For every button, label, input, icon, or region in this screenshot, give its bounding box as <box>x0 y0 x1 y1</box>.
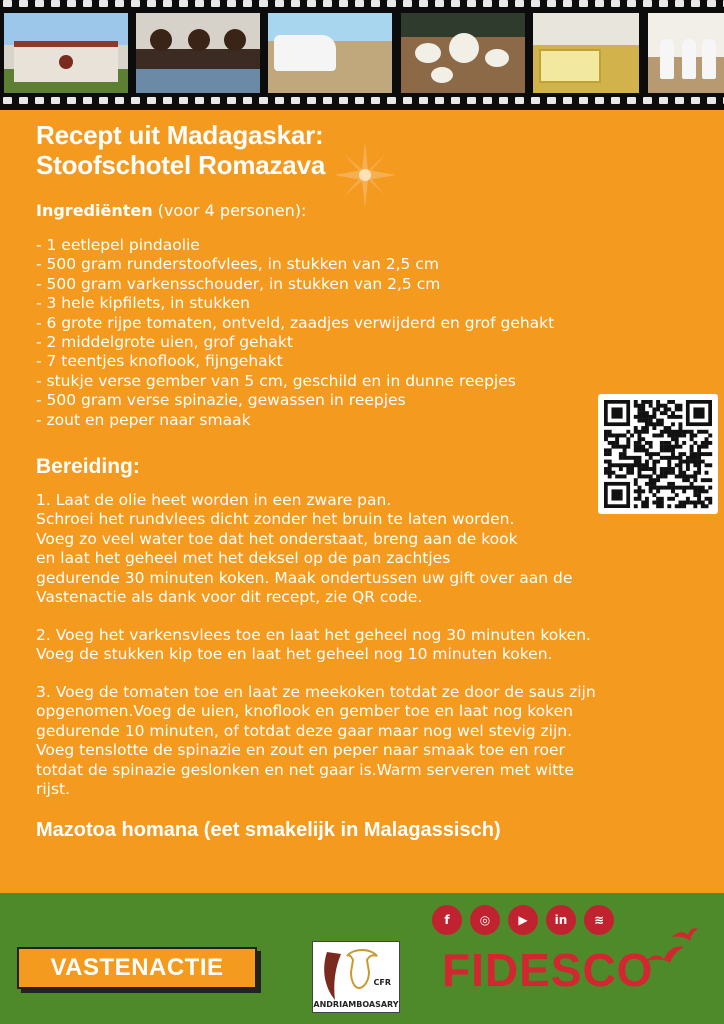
film-perforation <box>227 0 236 7</box>
recipe-title <box>36 120 325 180</box>
film-perforation <box>451 0 460 7</box>
film-perforation <box>51 97 60 104</box>
photo-workers <box>648 13 724 93</box>
ingredient-item: - 7 teentjes knoflook, fijngehakt <box>36 352 283 371</box>
film-perforation <box>531 0 540 7</box>
film-perforation <box>67 0 76 7</box>
film-perforation <box>595 97 604 104</box>
ingredients-heading <box>36 201 306 220</box>
recipe-title-line1: Recept uit Madagaskar: <box>36 120 324 150</box>
linkedin-icon[interactable]: in <box>546 905 576 935</box>
film-perforation <box>83 97 92 104</box>
youtube-icon[interactable]: ▶ <box>508 905 538 935</box>
film-perforation <box>35 97 44 104</box>
film-perforation <box>163 97 172 104</box>
ingredient-item: - 3 hele kipfilets, in stukken <box>36 294 250 313</box>
film-perforation <box>419 97 428 104</box>
film-perforation <box>35 0 44 7</box>
film-perforation <box>19 0 28 7</box>
social-links <box>432 905 614 935</box>
film-perforation <box>707 97 716 104</box>
film-perforation <box>211 97 220 104</box>
spotify-icon[interactable]: ≋ <box>584 905 614 935</box>
ingredient-item: - 2 middelgrote uien, grof gehakt <box>36 333 293 352</box>
footer-bar <box>0 893 724 1024</box>
ingredient-item: - 1 eetlepel pindaolie <box>36 236 200 254</box>
film-perforation <box>227 97 236 104</box>
film-perforation <box>627 0 636 7</box>
film-perforation <box>707 0 716 7</box>
film-perforation <box>323 0 332 7</box>
closing-phrase: Mazotoa homana (eet smakelijk in Malagassisch) <box>36 819 501 841</box>
recipe-title-line2: Stoofschotel Romazava <box>36 150 326 180</box>
ingredients-heading-note: (voor 4 personen): <box>152 201 307 220</box>
preparation-heading: Bereiding: <box>36 455 140 478</box>
instagram-icon[interactable]: ◎ <box>470 905 500 935</box>
film-perforation <box>339 0 348 7</box>
cfr-short-label: CFR <box>373 978 391 987</box>
fidesco-logo[interactable]: FIDESCO <box>442 944 654 996</box>
film-perforation <box>515 0 524 7</box>
film-perforation <box>131 0 140 7</box>
ingredients-list <box>36 236 554 430</box>
ingredient-item: - 500 gram varkensschouder, in stukken van 2,5 cm <box>36 274 441 293</box>
film-perforation <box>115 0 124 7</box>
film-perforation <box>611 97 620 104</box>
film-perforation <box>371 0 380 7</box>
film-perforation <box>99 0 108 7</box>
film-perforation <box>547 97 556 104</box>
vastenactie-logo[interactable]: VASTENACTIE <box>17 947 257 989</box>
film-perforation <box>483 97 492 104</box>
film-perforation <box>51 0 60 7</box>
film-perforation <box>307 97 316 104</box>
film-perforation <box>131 97 140 104</box>
film-perforation <box>291 0 300 7</box>
sparkle-icon <box>330 140 400 210</box>
qr-code-icon <box>598 394 718 514</box>
film-perforation <box>195 97 204 104</box>
film-perforation <box>195 0 204 7</box>
ingredients-heading-label: Ingrediënten <box>36 201 153 220</box>
film-perforation <box>179 0 188 7</box>
film-perforation <box>675 97 684 104</box>
film-perforation <box>547 0 556 7</box>
film-perforation <box>291 97 300 104</box>
film-perforation <box>323 97 332 104</box>
film-perforation <box>99 97 108 104</box>
film-perforation <box>563 97 572 104</box>
film-perforation <box>595 0 604 7</box>
film-perforations-top <box>0 0 724 9</box>
film-perforation <box>659 0 668 7</box>
film-perforation <box>659 97 668 104</box>
film-perforation <box>531 97 540 104</box>
ingredient-item: - zout en peper naar smaak <box>36 410 251 429</box>
film-perforation <box>467 0 476 7</box>
film-perforation <box>483 0 492 7</box>
film-perforation <box>339 97 348 104</box>
film-perforation <box>147 97 156 104</box>
film-perforation <box>275 97 284 104</box>
film-perforation <box>179 97 188 104</box>
film-perforation <box>467 97 476 104</box>
preparation-step-1: 1. Laat de olie heet worden in een zware pan. Schroei het rundvlees dicht zonder het bruin te laten worden. Voeg zo veel water toe dat het onderstaat, breng aan de kook en laat het geheel met het deksel op de pan zachtjes gedurende 30 minuten koken. Maak ondertussen uw gift over aan de Vastenactie als dank voor dit recept, zie QR code. <box>36 491 573 607</box>
cfr-name-label: ANDRIAMBOASARY <box>313 1000 399 1009</box>
facebook-icon[interactable]: f <box>432 905 462 935</box>
film-perforation <box>563 0 572 7</box>
film-perforation <box>67 97 76 104</box>
film-perforation <box>259 97 268 104</box>
film-perforation <box>435 97 444 104</box>
photo-students-writing <box>136 13 260 93</box>
film-perforation <box>83 0 92 7</box>
preparation-step-3: 3. Voeg de tomaten toe en laat ze meekoken totdat ze door de saus zijn opgenomen.Voeg de uien, knoflook en gember toe en laat nog koken gedurende 10 minuten, of totdat deze gaar maar nog wel stevig zijn. Voeg tenslotte de spinazie en zout en peper naar smaak toe en roer totdat de spinazie geslonken en net gaar is.Warm serveren met witte rijst. <box>36 683 596 799</box>
film-perforation <box>115 97 124 104</box>
film-perforation <box>643 97 652 104</box>
film-perforation <box>579 97 588 104</box>
film-perforation <box>163 0 172 7</box>
ingredient-item: - 500 gram runderstoofvlees, in stukken van 2,5 cm <box>36 255 439 274</box>
film-perforation <box>275 0 284 7</box>
film-perforation <box>387 97 396 104</box>
film-perforation <box>499 97 508 104</box>
film-perforation <box>307 0 316 7</box>
film-perforation <box>643 0 652 7</box>
film-perforation <box>3 97 12 104</box>
film-perforation <box>451 97 460 104</box>
film-perforation <box>387 0 396 7</box>
film-perforation <box>19 97 28 104</box>
film-perforation <box>515 97 524 104</box>
film-perforation <box>147 0 156 7</box>
film-perforation <box>371 97 380 104</box>
preparation-step-2: 2. Voeg het varkensvlees toe en laat het geheel nog 30 minuten koken. Voeg de stukken kip toe en laat het geheel nog 10 minuten koken. <box>36 626 591 664</box>
film-perforation <box>403 0 412 7</box>
film-perforation <box>3 0 12 7</box>
ingredient-item: - stukje verse gember van 5 cm, geschild en in dunne reepjes <box>36 371 516 390</box>
cfr-andriamboasary-logo[interactable] <box>312 941 400 1013</box>
film-perforation <box>611 0 620 7</box>
ingredient-item: - 500 gram verse spinazie, gewassen in reepjes <box>36 391 406 410</box>
film-perforation <box>211 0 220 7</box>
photo-school-building <box>4 13 128 93</box>
film-perforation <box>435 0 444 7</box>
birds-icon <box>638 923 698 973</box>
film-perforation <box>243 97 252 104</box>
film-perforation <box>499 0 508 7</box>
photo-van <box>268 13 392 93</box>
photo-film-strip <box>0 0 724 110</box>
film-perforation <box>691 97 700 104</box>
donation-qr-code[interactable] <box>598 394 718 514</box>
film-perforation <box>419 0 428 7</box>
film-perforation <box>403 97 412 104</box>
film-perforation <box>355 97 364 104</box>
film-perforation <box>355 0 364 7</box>
film-perforations-bottom <box>0 97 724 106</box>
film-perforation <box>579 0 588 7</box>
photo-cheeses <box>401 13 525 93</box>
film-perforation <box>691 0 700 7</box>
film-perforation <box>627 97 636 104</box>
film-perforation <box>243 0 252 7</box>
film-perforation <box>675 0 684 7</box>
photo-shop-counter <box>533 13 639 93</box>
film-perforation <box>259 0 268 7</box>
ingredient-item: - 6 grote rijpe tomaten, ontveld, zaadjes verwijderd en grof gehakt <box>36 313 555 332</box>
